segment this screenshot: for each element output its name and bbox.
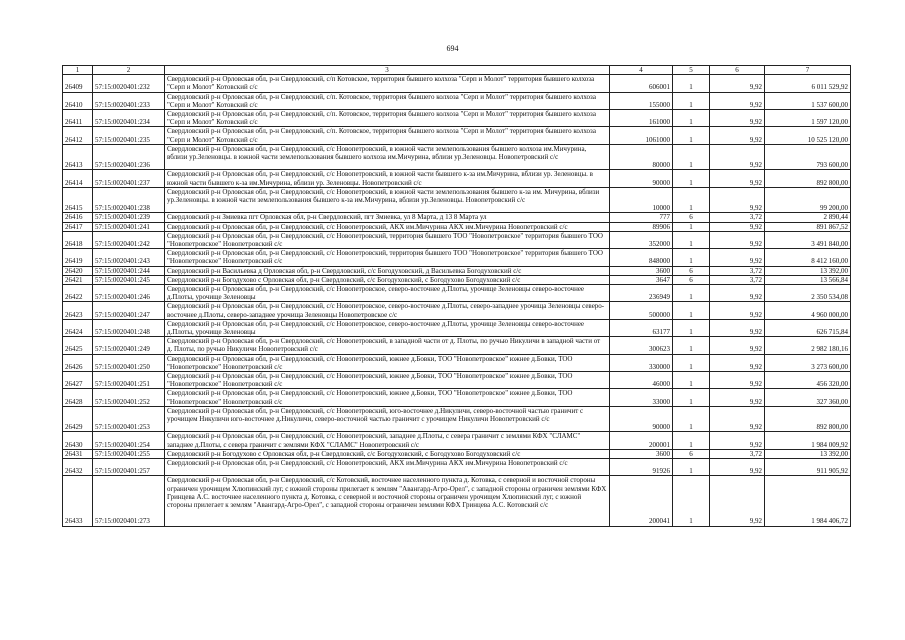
row-number: 26433 bbox=[63, 476, 93, 526]
row-number: 26427 bbox=[63, 372, 93, 389]
table-row bbox=[63, 449, 851, 458]
table-row bbox=[63, 213, 851, 222]
cadastral-value: 2 982 180,16 bbox=[765, 337, 851, 354]
cadastral-number: 57:15:0020401:235 bbox=[93, 127, 165, 144]
rate-value: 3,72 bbox=[710, 213, 765, 222]
cadastral-value: 2 890,44 bbox=[765, 213, 851, 222]
header-cell: 3 bbox=[165, 66, 610, 75]
row-number: 26425 bbox=[63, 337, 93, 354]
cadastral-value: 4 960 000,00 bbox=[765, 302, 851, 319]
group-number: 1 bbox=[673, 231, 710, 248]
rate-value: 9,92 bbox=[710, 389, 765, 406]
address: Свердловский р-н Орловская обл, р-н Свердловский, с/с Новопетровский, юго-восточнее д.Никуличи, северо-восточной частью граничит с урочищем Никуличи юго-восточнее д.Никуличи, северо-восточной частью граничит с урочищем Никуличи Новопетровский с/с bbox=[165, 406, 610, 432]
group-number: 6 bbox=[673, 266, 710, 275]
cadastral-number: 57:15:0020401:234 bbox=[93, 110, 165, 127]
row-number: 26413 bbox=[63, 144, 93, 170]
page-number: 694 bbox=[446, 44, 459, 53]
row-number: 26411 bbox=[63, 110, 93, 127]
table-row bbox=[63, 187, 851, 213]
table-row bbox=[63, 75, 851, 92]
rate-value: 9,92 bbox=[710, 170, 765, 187]
group-number: 1 bbox=[673, 389, 710, 406]
table-row bbox=[63, 406, 851, 432]
header-cell: 2 bbox=[93, 66, 165, 75]
cadastral-number: 57:15:0020401:248 bbox=[93, 319, 165, 336]
address: Свердловский р-н Змиевка пгт Орловская обл, р-н Свердловский, пгт Змиевка, ул 8 Марта, д 13 8 Марта ул bbox=[165, 213, 610, 222]
cadastral-number: 57:15:0020401:253 bbox=[93, 406, 165, 432]
area-value: 500000 bbox=[610, 302, 673, 319]
rate-value: 9,92 bbox=[710, 249, 765, 266]
group-number: 6 bbox=[673, 275, 710, 284]
group-number: 1 bbox=[673, 170, 710, 187]
area-value: 300623 bbox=[610, 337, 673, 354]
header-row bbox=[63, 66, 851, 75]
cadastral-value: 891 867,52 bbox=[765, 222, 851, 231]
cadastral-number: 57:15:0020401:249 bbox=[93, 337, 165, 354]
row-number: 26424 bbox=[63, 319, 93, 336]
address: Свердловский р-н Орловская обл, р-н Свердловский, с/с Новопетровское, северо-восточнее д.Плоты, северо-западнее урочища Зеленовцы северо-восточнее д.Плоты, северо-западнее урочища Зеленовцы Новопетровское с/с bbox=[165, 302, 610, 319]
table-row bbox=[63, 275, 851, 284]
header-cell: 5 bbox=[673, 66, 710, 75]
group-number: 1 bbox=[673, 285, 710, 302]
cadastral-value: 99 200,00 bbox=[765, 187, 851, 213]
group-number: 1 bbox=[673, 302, 710, 319]
cadastral-number: 57:15:0020401:242 bbox=[93, 231, 165, 248]
group-number: 1 bbox=[673, 319, 710, 336]
cadastral-value: 13 392,00 bbox=[765, 449, 851, 458]
cadastral-value: 3 491 840,00 bbox=[765, 231, 851, 248]
header-cell: 7 bbox=[765, 66, 851, 75]
address: Свердловский р-н Орловская обл, р-н Свердловский, с/п. Котовское, территория бывшего колхоза "Серп и Молот" территория бывшего колхоза "Серп и Молот" Котовский с/с bbox=[165, 92, 610, 109]
row-number: 26426 bbox=[63, 354, 93, 371]
area-value: 3600 bbox=[610, 449, 673, 458]
area-value: 3600 bbox=[610, 266, 673, 275]
area-value: 90000 bbox=[610, 170, 673, 187]
row-number: 26428 bbox=[63, 389, 93, 406]
rate-value: 3,72 bbox=[710, 266, 765, 275]
cadastral-number: 57:15:0020401:254 bbox=[93, 432, 165, 449]
area-value: 155000 bbox=[610, 92, 673, 109]
address: Свердловский р-н Орловская обл, р-н Свердловский, с/с Новопетровский, западнее д.Плоты, с севера граничит с землями КФХ "СЛАМС" западнее д.Плоты, с севера граничит с землями КФХ "СЛАМС" Новопетровский с/с bbox=[165, 432, 610, 449]
cadastral-number: 57:15:0020401:273 bbox=[93, 476, 165, 526]
area-value: 236949 bbox=[610, 285, 673, 302]
row-number: 26430 bbox=[63, 432, 93, 449]
cadastral-number: 57:15:0020401:247 bbox=[93, 302, 165, 319]
area-value: 330000 bbox=[610, 354, 673, 371]
group-number: 1 bbox=[673, 432, 710, 449]
rate-value: 3,72 bbox=[710, 275, 765, 284]
table-row bbox=[63, 432, 851, 449]
cadastral-number: 57:15:0020401:245 bbox=[93, 275, 165, 284]
rate-value: 9,92 bbox=[710, 92, 765, 109]
area-value: 606001 bbox=[610, 75, 673, 92]
area-value: 352000 bbox=[610, 231, 673, 248]
cadastral-number: 57:15:0020401:241 bbox=[93, 222, 165, 231]
table-row bbox=[63, 285, 851, 302]
address: Свердловский р-н Орловская обл, р-н Свердловский, с/с Новопетровский, в южной части землепользования бывшего к-за им. Мичурина, вблизи ур.Зеленовцы. в южной части землепользования бывшего к-за им.Мичурина, вблизи ур.Зеленовцы. Новопетровский с/с bbox=[165, 187, 610, 213]
group-number: 1 bbox=[673, 337, 710, 354]
area-value: 3647 bbox=[610, 275, 673, 284]
table-row bbox=[63, 222, 851, 231]
address: Свердловский р-н Орловская обл, р-н Свердловский, с/с Новопетровский, территория бывшего ТОО "Новопетровское" территория бывшего ТОО "Новопетровское" Новопетровский с/с bbox=[165, 231, 610, 248]
table-row bbox=[63, 249, 851, 266]
area-value: 46000 bbox=[610, 372, 673, 389]
cadastral-value: 10 525 120,00 bbox=[765, 127, 851, 144]
table-row bbox=[63, 144, 851, 170]
cadastral-value: 1 984 406,72 bbox=[765, 476, 851, 526]
group-number: 1 bbox=[673, 249, 710, 266]
rate-value: 9,92 bbox=[710, 354, 765, 371]
cadastral-number: 57:15:0020401:246 bbox=[93, 285, 165, 302]
row-number: 26420 bbox=[63, 266, 93, 275]
area-value: 33000 bbox=[610, 389, 673, 406]
rate-value: 9,92 bbox=[710, 222, 765, 231]
cadastral-value: 1 537 600,00 bbox=[765, 92, 851, 109]
area-value: 63177 bbox=[610, 319, 673, 336]
cadastral-value: 8 412 160,00 bbox=[765, 249, 851, 266]
cadastral-value: 327 360,00 bbox=[765, 389, 851, 406]
rate-value: 9,92 bbox=[710, 432, 765, 449]
address: Свердловский р-н Орловская обл, р-н Свердловский, с/с Новопетровский, в южной части землепользования бывшего колхоза им.Мичурина, вблизи ур.Зеленовцы. в южной части землепользования бывшего колхоза им.Мичурина, вблизи ур.Зеленовцы. Новопетровский с/с bbox=[165, 144, 610, 170]
area-value: 200041 bbox=[610, 476, 673, 526]
group-number: 1 bbox=[673, 354, 710, 371]
rate-value: 3,72 bbox=[710, 449, 765, 458]
table-row bbox=[63, 337, 851, 354]
area-value: 89906 bbox=[610, 222, 673, 231]
cadastral-value: 793 600,00 bbox=[765, 144, 851, 170]
address: Свердловский р-н Орловская обл, р-н Свердловский, с/с Новопетровский, южнее д.Бовки, ТОО "Новопетровское" южнее д.Бовки, ТОО "Новопетровское" Новопетровский с/с bbox=[165, 372, 610, 389]
rate-value: 9,92 bbox=[710, 75, 765, 92]
row-number: 26409 bbox=[63, 75, 93, 92]
table-row bbox=[63, 459, 851, 476]
register-table bbox=[62, 65, 851, 527]
header-cell: 1 bbox=[63, 66, 93, 75]
cadastral-number: 57:15:0020401:255 bbox=[93, 449, 165, 458]
group-number: 1 bbox=[673, 127, 710, 144]
table-row bbox=[63, 319, 851, 336]
rate-value: 9,92 bbox=[710, 459, 765, 476]
rate-value: 9,92 bbox=[710, 302, 765, 319]
cadastral-number: 57:15:0020401:244 bbox=[93, 266, 165, 275]
cadastral-value: 456 320,00 bbox=[765, 372, 851, 389]
row-number: 26419 bbox=[63, 249, 93, 266]
header-cell: 4 bbox=[610, 66, 673, 75]
group-number: 1 bbox=[673, 92, 710, 109]
table-row bbox=[63, 92, 851, 109]
table-row bbox=[63, 231, 851, 248]
table-row bbox=[63, 372, 851, 389]
cadastral-value: 1 597 120,00 bbox=[765, 110, 851, 127]
address: Свердловский р-н Орловская обл, р-н Свердловский, с/с Новопетровский, АКХ им.Мичурина АКХ им.Мичурина Новопетровский с/с bbox=[165, 222, 610, 231]
cadastral-value: 3 273 600,00 bbox=[765, 354, 851, 371]
rate-value: 9,92 bbox=[710, 231, 765, 248]
cadastral-number: 57:15:0020401:233 bbox=[93, 92, 165, 109]
group-number: 1 bbox=[673, 476, 710, 526]
row-number: 26431 bbox=[63, 449, 93, 458]
cadastral-number: 57:15:0020401:237 bbox=[93, 170, 165, 187]
address: Свердловский р-н Васильевка д Орловская обл, р-н Свердловский, с/с Богодуховский, д Васильевка Богодуховский с/с bbox=[165, 266, 610, 275]
table-row bbox=[63, 476, 851, 526]
cadastral-value: 892 800,00 bbox=[765, 406, 851, 432]
address: Свердловский р-н Богодухово с Орловская обл, р-н Свердловский, с/с Богодуховский, с Богодухово Богодуховский с/с bbox=[165, 275, 610, 284]
cadastral-number: 57:15:0020401:232 bbox=[93, 75, 165, 92]
header-cell: 6 bbox=[710, 66, 765, 75]
cadastral-number: 57:15:0020401:239 bbox=[93, 213, 165, 222]
area-value: 80000 bbox=[610, 144, 673, 170]
cadastral-number: 57:15:0020401:257 bbox=[93, 459, 165, 476]
cadastral-number: 57:15:0020401:243 bbox=[93, 249, 165, 266]
row-number: 26429 bbox=[63, 406, 93, 432]
rate-value: 9,92 bbox=[710, 144, 765, 170]
cadastral-number: 57:15:0020401:238 bbox=[93, 187, 165, 213]
area-value: 90000 bbox=[610, 406, 673, 432]
rate-value: 9,92 bbox=[710, 476, 765, 526]
cadastral-number: 57:15:0020401:236 bbox=[93, 144, 165, 170]
row-number: 26414 bbox=[63, 170, 93, 187]
group-number: 1 bbox=[673, 144, 710, 170]
address: Свердловский р-н Орловская обл, р-н Свердловский, с/с Новопетровский, в южной части бывшего к-за им.Мичурина, вблизи ур. Зеленовцы. в южной части бывшего к-за им.Мичурина, вблизи ур. Зеленовцы. Новопетровский с/с bbox=[165, 170, 610, 187]
rate-value: 9,92 bbox=[710, 285, 765, 302]
cadastral-value: 13 566,84 bbox=[765, 275, 851, 284]
rate-value: 9,92 bbox=[710, 319, 765, 336]
address: Свердловский р-н Орловская обл, р-н Свердловский, с/с Новопетровский, южнее д.Бовки, ТОО "Новопетровское" южнее д.Бовки, ТОО "Новопетровское" Новопетровский с/с bbox=[165, 354, 610, 371]
area-value: 1061000 bbox=[610, 127, 673, 144]
address: Свердловский р-н Орловская обл, р-н Свердловский, с/с Новопетровское, северо-восточнее д.Плоты, урочище Зеленовцы северо-восточнее д.Плоты, урочище Зеленовцы bbox=[165, 285, 610, 302]
address: Свердловский р-н Богодухово с Орловская обл, р-н Свердловский, с/с Богодуховский, с Богодухово Богодуховский с/с bbox=[165, 449, 610, 458]
cadastral-number: 57:15:0020401:252 bbox=[93, 389, 165, 406]
table-row bbox=[63, 170, 851, 187]
area-value: 161000 bbox=[610, 110, 673, 127]
rate-value: 9,92 bbox=[710, 372, 765, 389]
rate-value: 9,92 bbox=[710, 187, 765, 213]
group-number: 6 bbox=[673, 213, 710, 222]
address: Свердловский р-н Орловская обл, р-н Свердловский, с/с Новопетровский, южнее д.Бовки, ТОО "Новопетровское" южнее д.Бовки, ТОО "Новопетровское" Новопетровский с/с bbox=[165, 389, 610, 406]
table-row bbox=[63, 389, 851, 406]
cadastral-number: 57:15:0020401:251 bbox=[93, 372, 165, 389]
rate-value: 9,92 bbox=[710, 406, 765, 432]
group-number: 1 bbox=[673, 372, 710, 389]
table-row bbox=[63, 110, 851, 127]
table-row bbox=[63, 354, 851, 371]
row-number: 26410 bbox=[63, 92, 93, 109]
table-row bbox=[63, 302, 851, 319]
cadastral-value: 911 905,92 bbox=[765, 459, 851, 476]
row-number: 26421 bbox=[63, 275, 93, 284]
table-row bbox=[63, 266, 851, 275]
address: Свердловский р-н Орловская обл, р-н Свердловский, с/с Новопетровский, АКХ им.Мичурина АКХ им.Мичурина Новопетровский с/с bbox=[165, 459, 610, 476]
area-value: 10000 bbox=[610, 187, 673, 213]
group-number: 1 bbox=[673, 75, 710, 92]
cadastral-value: 626 715,84 bbox=[765, 319, 851, 336]
cadastral-value: 892 800,00 bbox=[765, 170, 851, 187]
address: Свердловский р-н Орловская обл, р-н Свердловский, с/п Котовское, территория бывшего колхоза "Серп и Молот" территория бывшего колхоза "Серп и Молот" Котовский с/с bbox=[165, 75, 610, 92]
cadastral-number: 57:15:0020401:250 bbox=[93, 354, 165, 371]
row-number: 26412 bbox=[63, 127, 93, 144]
rate-value: 9,92 bbox=[710, 127, 765, 144]
cadastral-value: 6 011 529,92 bbox=[765, 75, 851, 92]
group-number: 1 bbox=[673, 222, 710, 231]
area-value: 91926 bbox=[610, 459, 673, 476]
row-number: 26423 bbox=[63, 302, 93, 319]
group-number: 1 bbox=[673, 187, 710, 213]
area-value: 200001 bbox=[610, 432, 673, 449]
address: Свердловский р-н Орловская обл, р-н Свердловский, с/с Новопетровское, северо-восточнее д.Плоты, урочище Зеленовцы северо-восточнее д.Плоты, урочище Зеленовцы bbox=[165, 319, 610, 336]
rate-value: 9,92 bbox=[710, 337, 765, 354]
row-number: 26415 bbox=[63, 187, 93, 213]
group-number: 1 bbox=[673, 459, 710, 476]
row-number: 26418 bbox=[63, 231, 93, 248]
group-number: 6 bbox=[673, 449, 710, 458]
address: Свердловский р-н Орловская обл, р-н Свердловский, с/п. Котовское, территория бывшего колхоза "Серп и Молот" территория бывшего колхоза "Серп и Молот" Котовский с/с bbox=[165, 110, 610, 127]
row-number: 26416 bbox=[63, 213, 93, 222]
area-value: 848000 bbox=[610, 249, 673, 266]
group-number: 1 bbox=[673, 406, 710, 432]
rate-value: 9,92 bbox=[710, 110, 765, 127]
row-number: 26417 bbox=[63, 222, 93, 231]
address: Свердловский р-н Орловская обл, р-н Свердловский, с/с Новопетровский, в западной части от д. Плоты, по ручью Никуличи в западной части от д. Плоты, по ручью Никуличи Новопетровский с/с bbox=[165, 337, 610, 354]
address: Свердловский р-н Орловская обл, р-н Свердловский, с/с Котовский, восточнее населенного пункта д. Котовка, с северной и восточной стороны ограничен урочищем Хлюпинский луг, с южной стороны прилегает к землям "Авангард-Агро-Орел", с западной стороны ограничен землями КФХ Гринцева А.С. восточнее населенного пункта д. Котовка, с северной и восточной стороны ограничен урочищем Хлюпинский луг, с южной стороны прилегает к землям "Авангард-Агро-Орел", с западной стороны ограничен землями КФХ Гринцева А.С. Котовский с/с bbox=[165, 476, 610, 526]
address: Свердловский р-н Орловская обл, р-н Свердловский, с/с Новопетровский, территория бывшего ТОО "Новопетровское" территория бывшего ТОО "Новопетровское" Новопетровский с/с bbox=[165, 249, 610, 266]
row-number: 26422 bbox=[63, 285, 93, 302]
cadastral-value: 2 350 534,08 bbox=[765, 285, 851, 302]
table-row bbox=[63, 127, 851, 144]
address: Свердловский р-н Орловская обл, р-н Свердловский, с/п. Котовское, территория бывшего колхоза "Серп и Молот" территория бывшего колхоза "Серп и Молот" Котовский с/с bbox=[165, 127, 610, 144]
cadastral-value: 1 984 009,92 bbox=[765, 432, 851, 449]
group-number: 1 bbox=[673, 110, 710, 127]
cadastral-value: 13 392,00 bbox=[765, 266, 851, 275]
row-number: 26432 bbox=[63, 459, 93, 476]
area-value: 777 bbox=[610, 213, 673, 222]
